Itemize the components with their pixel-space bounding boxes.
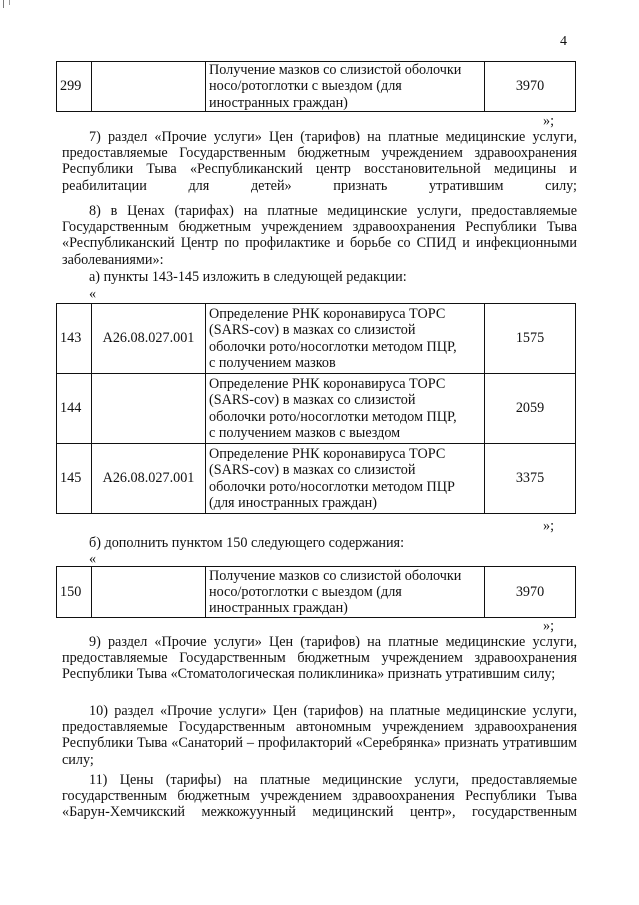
service-price: 3970 <box>485 567 576 618</box>
service-code <box>92 62 206 112</box>
page-number: 4 <box>560 34 567 49</box>
service-code <box>92 567 206 618</box>
opening-quote: « <box>89 551 97 567</box>
service-price: 3970 <box>485 62 576 112</box>
service-code <box>92 374 206 444</box>
opening-quote: « <box>89 286 97 302</box>
description-line: Получение мазков со слизистой оболочки <box>209 567 462 584</box>
service-description <box>206 304 485 374</box>
item-b: б) дополнить пунктом 150 следующего содержания: <box>89 535 405 551</box>
service-code: A26.08.027.001 <box>92 444 206 514</box>
description-line: Определение РНК коронавируса ТОРС <box>209 376 446 393</box>
paragraph-11: 11) Цены (тарифы) на платные медицинские услуги, предоставляемые государственным бюджетным учреждением здравоохранения Республики Тыва «Барун-Хемчикский межкожуунный медицинский центр», государственным <box>62 772 577 821</box>
description-line: Определение РНК коронавируса ТОРС <box>209 306 446 323</box>
row-number: 150 <box>57 567 92 618</box>
description-line: (SARS-cov) в мазках со слизистой <box>209 462 416 479</box>
row-number: 143 <box>57 304 92 374</box>
description-line: оболочки рото/носоглотки методом ПЦР <box>209 478 455 495</box>
table-row <box>57 304 576 374</box>
row-number: 299 <box>57 62 92 112</box>
description-line: оболочки рото/носоглотки методом ПЦР, <box>209 408 457 425</box>
description-line: (SARS-cov) в мазках со слизистой <box>209 392 416 409</box>
row-number: 144 <box>57 374 92 444</box>
table-row <box>57 567 576 618</box>
closing-quote: »; <box>543 518 555 534</box>
description-line: Определение РНК коронавируса ТОРС <box>209 446 446 463</box>
fee-table-150 <box>56 566 576 618</box>
scan-mark <box>3 0 4 8</box>
table-row <box>57 444 576 514</box>
description-line: оболочки рото/носоглотки методом ПЦР, <box>209 338 457 355</box>
description-line: Получение мазков со слизистой оболочки <box>209 62 462 79</box>
description-line: (SARS-cov) в мазках со слизистой <box>209 322 416 339</box>
fee-table-299 <box>56 61 576 112</box>
paragraph-7: 7) раздел «Прочие услуги» Цен (тарифов) на платные медицинские услуги, предоставляемые Государственным бюджетным учреждением здравоохранения Республики Тыва «Республиканский центр восстановительной медицины и реабилитации для детей» признать утратившим силу; <box>62 129 577 194</box>
description-line: (для иностранных граждан) <box>209 494 377 511</box>
row-number: 145 <box>57 444 92 514</box>
paragraph-10: 10) раздел «Прочие услуги» Цен (тарифов) на платные медицинские услуги, предоставляемые Государственным автономным учреждением здравоохранения Республики Тыва «Санаторий – профилакторий «Серебрянка» признать утратившим силу; <box>62 703 577 768</box>
description-line: носо/ротоглотки с выездом (для <box>209 583 402 600</box>
description-line: с получением мазков <box>209 354 336 371</box>
service-price: 2059 <box>485 374 576 444</box>
service-description <box>206 567 485 618</box>
scan-mark <box>9 0 10 5</box>
service-description <box>206 444 485 514</box>
fee-table-143-145 <box>56 303 576 514</box>
service-price: 3375 <box>485 444 576 514</box>
paragraph-9: 9) раздел «Прочие услуги» Цен (тарифов) на платные медицинские услуги, предоставляемые Государственным бюджетным учреждением здравоохранения Республики Тыва «Стоматологическая поликлиника» признать утратившим силу; <box>62 634 577 683</box>
table-row <box>57 62 576 112</box>
description-line: носо/ротоглотки с выездом (для <box>209 78 402 95</box>
paragraph-8: 8) в Ценах (тарифах) на платные медицинские услуги, предоставляемые Государственным бюджетным учреждением здравоохранения Республики Тыва «Республиканский Центр по профилактике и борьбе со СПИД и инфекционными заболеваниями»: <box>62 203 577 268</box>
service-description <box>206 62 485 112</box>
service-description <box>206 374 485 444</box>
closing-quote: »; <box>543 113 555 129</box>
description-line: иностранных граждан) <box>209 94 348 111</box>
description-line: иностранных граждан) <box>209 600 348 617</box>
closing-quote: »; <box>543 618 555 634</box>
description-line: с получением мазков с выездом <box>209 424 401 441</box>
service-code: A26.08.027.001 <box>92 304 206 374</box>
table-row <box>57 374 576 444</box>
item-a: а) пункты 143-145 изложить в следующей редакции: <box>89 269 407 285</box>
service-price: 1575 <box>485 304 576 374</box>
